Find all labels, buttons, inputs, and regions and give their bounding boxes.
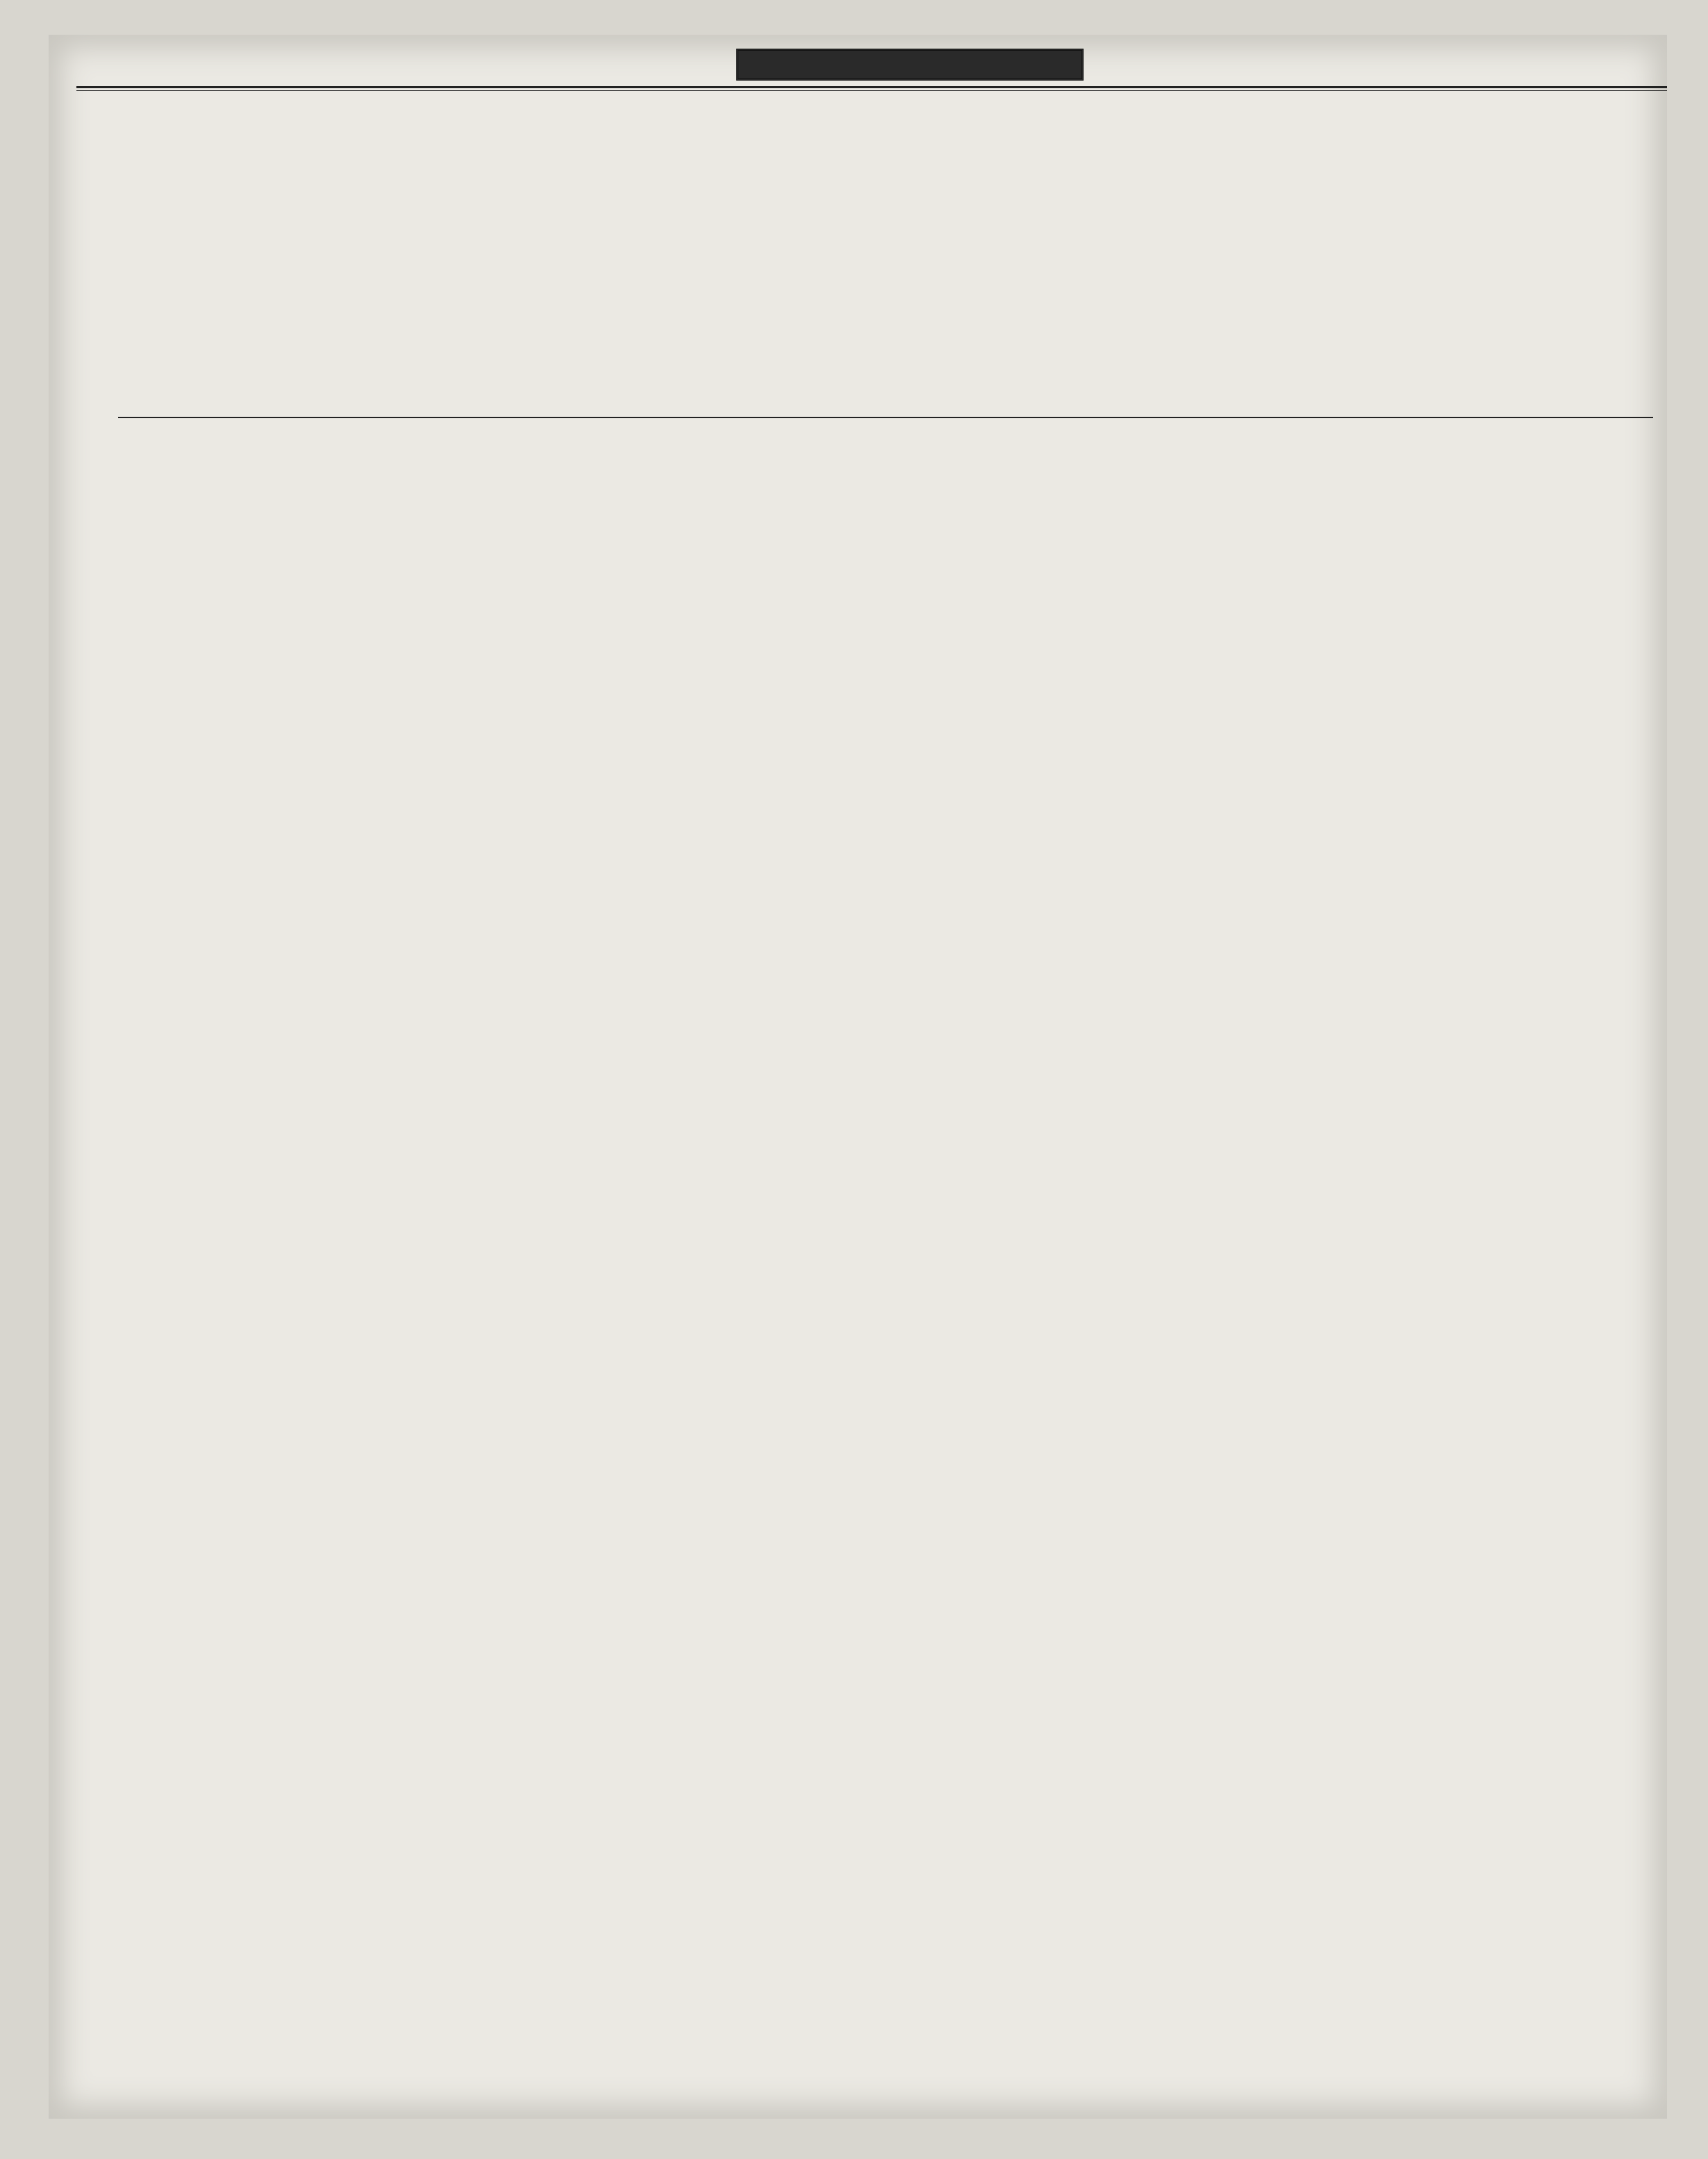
- header-rule: [76, 86, 1667, 88]
- header-rule-thin: [76, 90, 1667, 91]
- page-header: [76, 46, 1674, 88]
- section-rule: [118, 417, 1653, 418]
- street-index-continuation: [118, 97, 1653, 403]
- courtyard-index: [90, 535, 1667, 2119]
- library-stamp: [736, 49, 1084, 81]
